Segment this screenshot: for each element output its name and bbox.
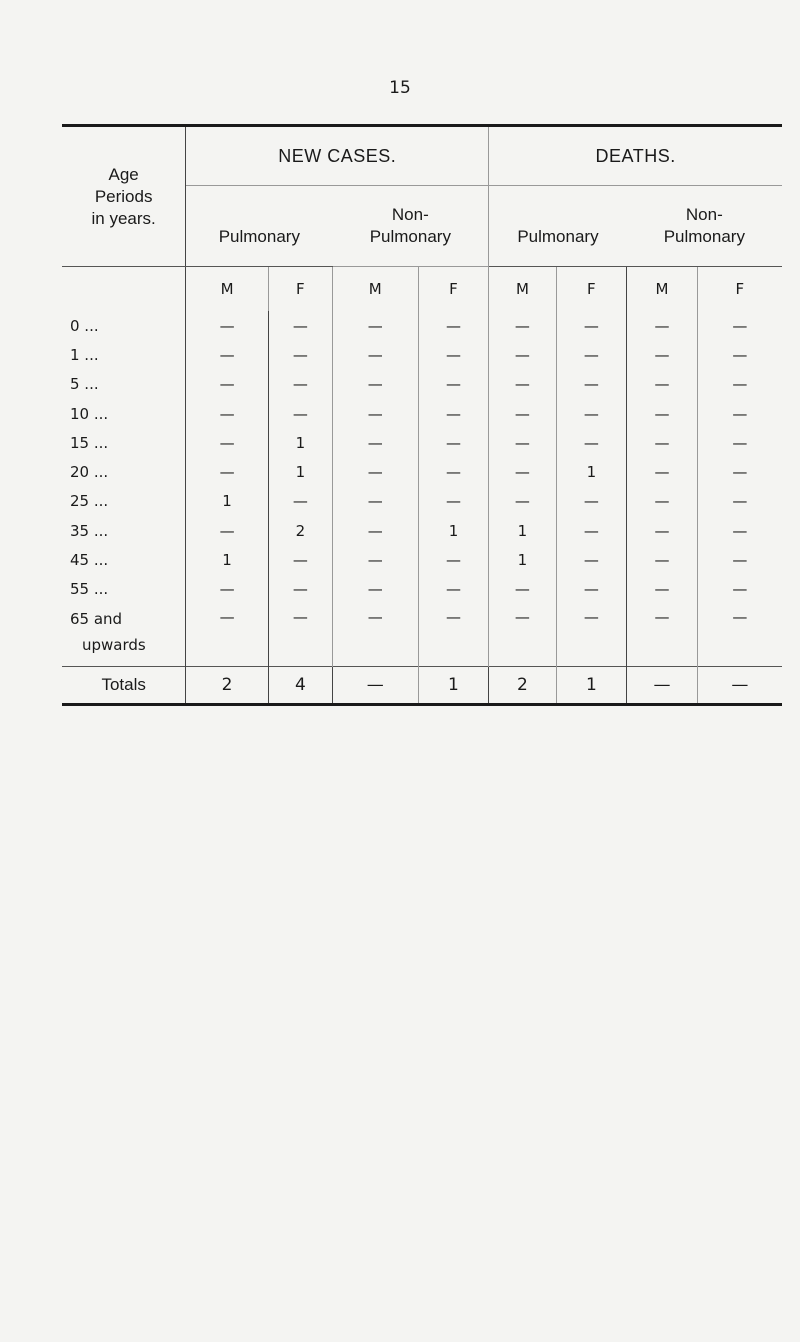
- table-cell: —: [732, 492, 748, 511]
- table-cell: —: [186, 575, 269, 604]
- table-cell: —: [332, 575, 418, 604]
- table-cell: —: [186, 457, 269, 486]
- table-cell: —: [268, 399, 332, 428]
- table-cell: —: [489, 487, 556, 516]
- table-cell: —: [627, 399, 698, 428]
- sub-header-line-2: Pulmonary: [369, 227, 451, 246]
- table-cell: —: [556, 399, 627, 428]
- sub-header-line-1: Non-: [391, 205, 429, 224]
- table-cell: —: [418, 575, 489, 604]
- table-cell: —: [556, 516, 627, 545]
- sub-header-line-2: Pulmonary: [663, 227, 745, 246]
- sub-header-line-1: [489, 204, 626, 226]
- age-period-cell: 5 ...: [62, 370, 186, 399]
- table-cell: —: [556, 545, 627, 574]
- table-cell: —: [732, 580, 748, 599]
- table-cell: 1: [268, 428, 332, 457]
- sex-header: M: [489, 267, 556, 312]
- table-cell: —: [556, 487, 627, 516]
- table-cell: —: [268, 575, 332, 604]
- table-cell: 2: [489, 666, 556, 704]
- table-cell: —: [332, 428, 418, 457]
- table-cell: —: [332, 340, 418, 369]
- table-cell: —: [186, 604, 269, 667]
- table-row: [62, 428, 782, 457]
- table-cell: —: [418, 340, 489, 369]
- table-cell: —: [732, 463, 748, 482]
- table-cell: 1: [418, 666, 489, 704]
- table-cell: —: [418, 545, 489, 574]
- deaths-non-pulmonary-header: [627, 186, 782, 267]
- age-header-line-3: in years.: [91, 208, 156, 228]
- sub-header-line-1: Non-: [685, 205, 723, 224]
- table-cell: 2: [186, 666, 269, 704]
- table-cell: —: [186, 370, 269, 399]
- age-periods-header: [62, 126, 186, 267]
- sex-header: F: [268, 267, 332, 312]
- table-cell: —: [732, 521, 748, 540]
- table-cell: —: [697, 666, 782, 704]
- table-cell: —: [556, 370, 627, 399]
- sex-header: F: [735, 280, 745, 298]
- table-cell: —: [268, 370, 332, 399]
- table-cell: —: [332, 666, 418, 704]
- table-cell: —: [627, 428, 698, 457]
- table-cell: —: [627, 311, 698, 340]
- age-header-line-1: Age: [108, 164, 139, 184]
- table-cell: —: [732, 345, 748, 364]
- table-cell: —: [627, 545, 698, 574]
- table-cell: —: [627, 604, 698, 667]
- table-cell: 1: [186, 487, 269, 516]
- table-cell: —: [732, 404, 748, 423]
- table-cell: —: [418, 311, 489, 340]
- table-cell: 1: [268, 457, 332, 486]
- totals-label: Totals: [62, 666, 186, 704]
- table-cell: —: [732, 433, 748, 452]
- deaths-header: DEATHS.: [489, 126, 782, 186]
- table-cell: —: [627, 457, 698, 486]
- table-cell: —: [186, 428, 269, 457]
- table-cell: —: [332, 604, 418, 667]
- table-cell: —: [627, 575, 698, 604]
- table-cell: —: [268, 487, 332, 516]
- table-cell: —: [268, 340, 332, 369]
- table-row: [62, 340, 782, 369]
- table-cell: —: [556, 311, 627, 340]
- sub-header-line-1: [186, 204, 332, 226]
- table-row: [62, 516, 782, 545]
- age-period-cell: 20 ...: [62, 457, 186, 486]
- age-period-cell: 10 ...: [62, 399, 186, 428]
- page-number: 15: [389, 78, 411, 98]
- table-cell: —: [332, 487, 418, 516]
- table-cell: —: [489, 399, 556, 428]
- table-cell: —: [627, 516, 698, 545]
- table-cell: —: [332, 399, 418, 428]
- age-period-cell: 25 ...: [62, 487, 186, 516]
- table-cell: 1: [556, 457, 627, 486]
- sex-header: M: [332, 267, 418, 312]
- table-cell: —: [627, 487, 698, 516]
- table-cell: —: [268, 604, 332, 667]
- age-period-cell: 45 ...: [62, 545, 186, 574]
- table-cell: —: [268, 311, 332, 340]
- table-cell: 1: [186, 545, 269, 574]
- age-period-cell: 1 ...: [62, 340, 186, 369]
- table-cell: —: [732, 316, 748, 335]
- table-cell: —: [732, 375, 748, 394]
- table-cell: —: [489, 604, 556, 667]
- tuberculosis-statistics-table: [62, 124, 782, 706]
- table-cell: —: [418, 604, 489, 667]
- age-period-cell: 15 ...: [62, 428, 186, 457]
- table-row: [62, 545, 782, 574]
- table-cell: —: [627, 370, 698, 399]
- table-cell: —: [332, 457, 418, 486]
- table-cell: —: [332, 311, 418, 340]
- totals-row: [62, 666, 782, 704]
- sex-header: F: [556, 267, 627, 312]
- sub-header-line-2: Pulmonary: [517, 227, 599, 246]
- statistics-table-container: [62, 124, 782, 746]
- table-cell: —: [489, 428, 556, 457]
- table-cell: —: [556, 428, 627, 457]
- table-cell: —: [418, 370, 489, 399]
- table-cell: —: [186, 311, 269, 340]
- table-cell: —: [186, 399, 269, 428]
- table-cell: —: [556, 340, 627, 369]
- table-cell: —: [489, 370, 556, 399]
- age-column-spacer: [62, 267, 186, 312]
- table-cell: —: [627, 340, 698, 369]
- table-cell: —: [489, 575, 556, 604]
- table-row: [62, 457, 782, 486]
- table-cell: —: [489, 457, 556, 486]
- age-line-1: 65 and: [70, 609, 123, 628]
- table-cell: 1: [418, 516, 489, 545]
- table-row: [62, 399, 782, 428]
- table-body: [62, 311, 782, 666]
- table-cell: —: [332, 516, 418, 545]
- table-cell: —: [627, 666, 698, 704]
- table-cell: 1: [489, 545, 556, 574]
- sex-header: F: [418, 267, 489, 312]
- new-cases-pulmonary-header: [186, 186, 333, 267]
- new-cases-header: NEW CASES.: [186, 126, 489, 186]
- table-cell: —: [732, 607, 748, 626]
- table-row: [62, 370, 782, 399]
- table-cell: —: [418, 428, 489, 457]
- table-cell: —: [418, 399, 489, 428]
- table-cell: 1: [556, 666, 627, 704]
- table-row: [62, 311, 782, 340]
- table-cell: —: [418, 457, 489, 486]
- deaths-pulmonary-header: [489, 186, 627, 267]
- table-cell: —: [332, 545, 418, 574]
- table-row: [62, 487, 782, 516]
- sex-header: M: [186, 267, 269, 312]
- table-cell: —: [418, 487, 489, 516]
- table-cell: 1: [489, 516, 556, 545]
- age-period-cell: [62, 604, 186, 667]
- table-cell: —: [489, 311, 556, 340]
- age-line-2: upwards: [82, 635, 146, 654]
- table-cell: 2: [268, 516, 332, 545]
- age-period-cell: 35 ...: [62, 516, 186, 545]
- table-row: [62, 575, 782, 604]
- table-cell: —: [732, 551, 748, 570]
- age-period-cell: 55 ...: [62, 575, 186, 604]
- new-cases-non-pulmonary-header: [332, 186, 488, 267]
- age-header-line-2: Periods: [94, 186, 153, 206]
- table-cell: 4: [268, 666, 332, 704]
- table-cell: —: [556, 575, 627, 604]
- table-cell: —: [186, 340, 269, 369]
- sub-header-line-2: Pulmonary: [218, 227, 300, 246]
- age-period-cell: 0 ...: [62, 311, 186, 340]
- table-row: [62, 604, 782, 667]
- table-cell: —: [489, 340, 556, 369]
- table-cell: —: [556, 604, 627, 667]
- table-cell: —: [186, 516, 269, 545]
- sex-header: M: [627, 267, 698, 312]
- table-cell: —: [332, 370, 418, 399]
- table-cell: —: [268, 545, 332, 574]
